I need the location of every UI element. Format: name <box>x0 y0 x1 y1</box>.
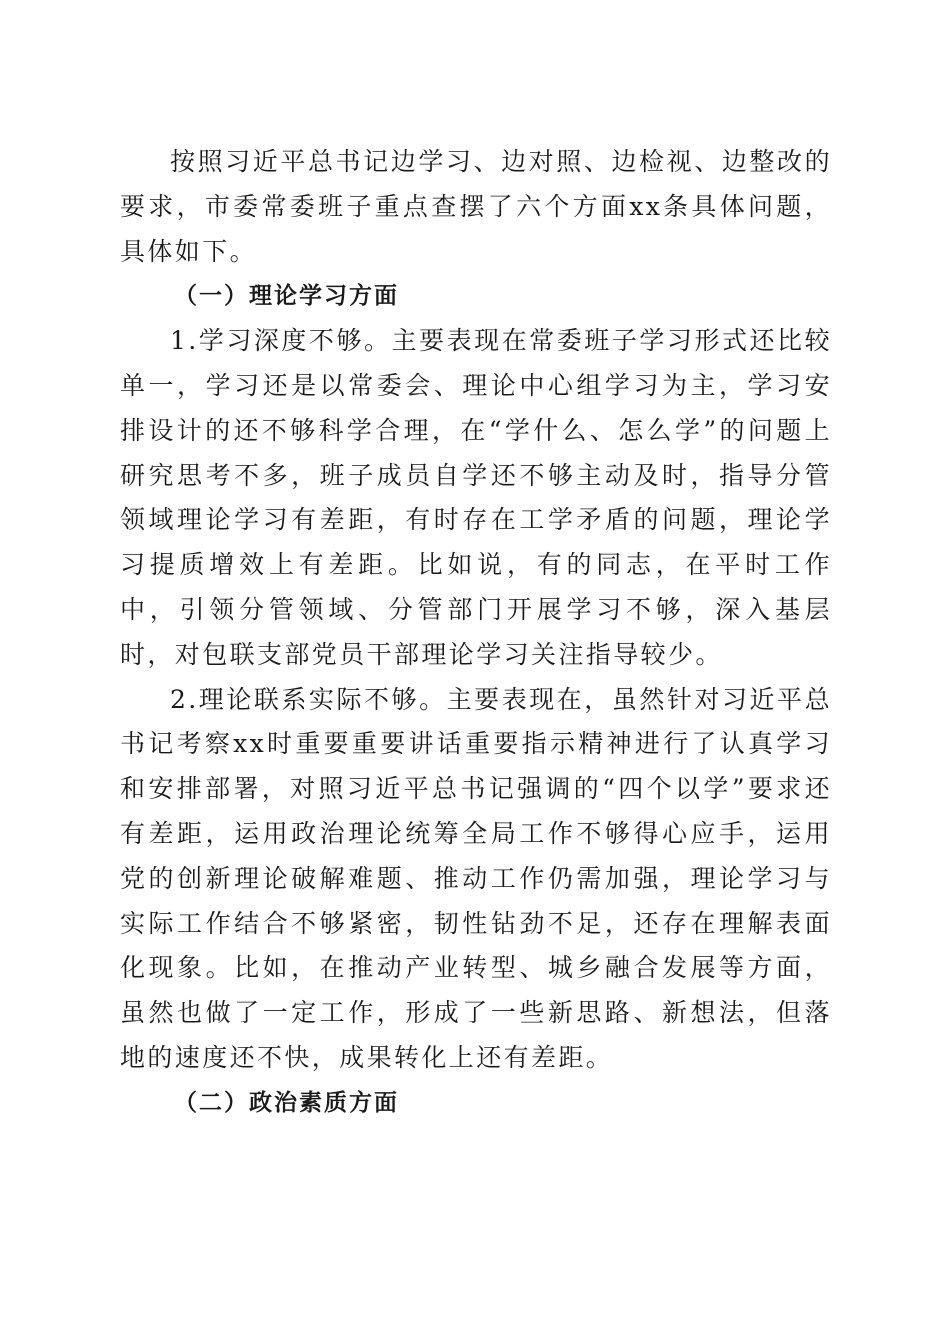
item-paragraph-2: 2.理论联系实际不够。主要表现在，虽然针对习近平总书记考察xx时重要重要讲话重要指示精神进行了认真学习和安排部署，对照习近平总书记强调的“四个以学”要求还有差距，运用政治理论统筹全局工作不够得心应手，运用党的创新理论破解难题、推动工作仍需加强，理论学习与实际工作结合不够紧密，韧性钻劲不足，还存在理解表面化现象。比如，在推动产业转型、城乡融合发展等方面，虽然也做了一定工作，形成了一些新思路、新想法，但落地的速度还不快，成果转化上还有差距。 <box>120 684 832 1072</box>
section-heading-political-quality: （二）政治素质方面 <box>174 1089 399 1116</box>
document-body <box>120 140 832 1126</box>
item-paragraph-1: 1.学习深度不够。主要表现在常委班子学习形式还比较单一，学习还是以常委会、理论中心组学习为主，学习安排设计的还不够科学合理，在“学什么、怎么学”的问题上研究思考不多，班子成员自学还不够主动及时，指导分管领域理论学习有差距，有时存在工学矛盾的问题，理论学习提质增效上有差距。比如说，有的同志，在平时工作中，引领分管领域、分管部门开展学习不够，深入基层时，对包联支部党员干部理论学习关注指导较少。 <box>120 326 832 669</box>
section-heading-theory-study: （一）理论学习方面 <box>174 283 399 310</box>
intro-paragraph: 按照习近平总书记边学习、边对照、边检视、边整改的要求，市委常委班子重点查摆了六个方面xx条具体问题，具体如下。 <box>120 147 832 266</box>
